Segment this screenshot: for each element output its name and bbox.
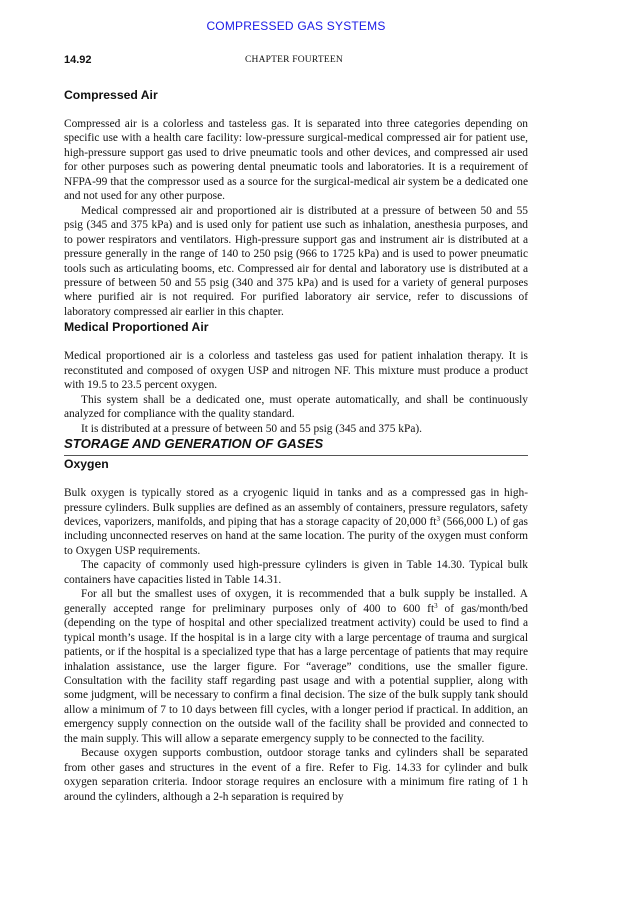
paragraph [64,486,528,558]
paragraph: This system shall be a dedicated one, must operate automatically, and shall be continuously analyzed for compliance with the quality standard. [64,393,528,421]
paragraph-text: (566,000 L) of gas including unconnected reserves on hand at the same location. The purity of the oxygen must conform to Oxygen USP requirements. [64,515,528,557]
paragraph-text: of gas/month/bed (depending on the type of hospital and other specialized treatment activity) could be used to find a typical month’s usage. If the hospital is in a large city with a large percentage of trauma and surgical patients, or if the hospital is a specialized type that has a large percentage of patients that may require inhalation assistance, use the larger figure. For “average” conditions, use the smaller figure. Consultation with the facility staff regarding past usage and with a potential supplier, along with some judgment, will be necessary to confirm a final decision. The size of the bulk supply tank should allow a minimum of 7 to 10 days between fill cycles, with a longer period if practical. In addition, an emergency supply connection on the outside wall of the facility shall be provided and connected to the main supply. This will allow a separate emergency supply to be connected to the facility. [64,602,528,745]
page-number: 14.92 [64,54,92,66]
superscript: 3 [436,514,440,523]
paragraph: Medical proportioned air is a colorless and tasteless gas used for patient inhalation therapy. It is reconstituted and composed of oxygen USP and nitrogen NF. This mixture must produce a product with 19.5 to 23.5 percent oxygen. [64,350,528,392]
paragraph-text: Bulk oxygen is typically stored as a cryogenic liquid in tanks and as a compressed gas in high-pressure cylinders. Bulk supplies are defined as an assembly of containers, pressure regulators, safety devices, vaporizers, manifolds, and piping that has a storage capacity of 20,000 ft [64,487,528,528]
heading-compressed-air: Compressed Air [64,88,158,102]
paragraph: The capacity of commonly used high-pressure cylinders is given in Table 14.30. Typical bulk containers have capacities listed in Table 14.31. [64,559,528,586]
chapter-header: CHAPTER FOURTEEN [245,55,343,65]
superscript: 3 [434,601,438,610]
paragraph: Because oxygen supports combustion, outdoor storage tanks and cylinders shall be separated from other gases and structures in the event of a fire. Refer to Fig. 14.33 for cylinder and bulk oxygen separation criteria. Indoor storage requires an enclosure with a minimum fire rating of 1 h around the cylinders, although a 2-h separation is required by [64,747,528,803]
running-title: COMPRESSED GAS SYSTEMS [206,19,386,33]
page-body [64,87,528,804]
section-heading-storage: STORAGE AND GENERATION OF GASES [64,436,528,456]
paragraph: It is distributed at a pressure of between 50 and 55 psig (345 and 375 kPa). [81,422,423,435]
heading-oxygen: Oxygen [64,457,109,472]
paragraph [64,587,528,746]
paragraph-text: For all but the smallest uses of oxygen, it is recommended that a bulk supply be installed. A generally accepted range for preliminary purposes only of 400 to 600 ft [64,588,528,615]
heading-medical-proportioned-air: Medical Proportioned Air [64,320,209,335]
paragraph: Medical compressed air and proportioned air is distributed at a pressure of between 50 and 55 psig (345 and 375 kPa) and is used only for patient use such as inhalation, anesthesia purposes, and to power respirators and ventilators. High-pressure support gas and instrument air is distributed at a pressure generally in the range of 140 to 250 psig (966 to 1725 kPa) and is used to power pneumatic tools such as articulating booms, etc. Compressed air for dental and laboratory use is distributed at a pressure of between 50 and 55 psig (340 and 375 kPa) and is used for a variety of general purposes where purified air is not required. For purified laboratory air service, refer to discussions of laboratory compressed air earlier in this chapter. [64,204,528,318]
paragraph: Compressed air is a colorless and tasteless gas. It is separated into three categories depending on specific use with a health care facility: low-pressure surgical-medical compressed air for patient use, high-pressure support gas used to drive pneumatic tools and other devices, and compressed air used for other purposes such as powering dental pneumatic tools and laboratories. It is a requirement of NFPA-99 that the compressor used as a source for the surgical-medical air system be a dedicated one and not used for any other purpose. [64,118,528,203]
